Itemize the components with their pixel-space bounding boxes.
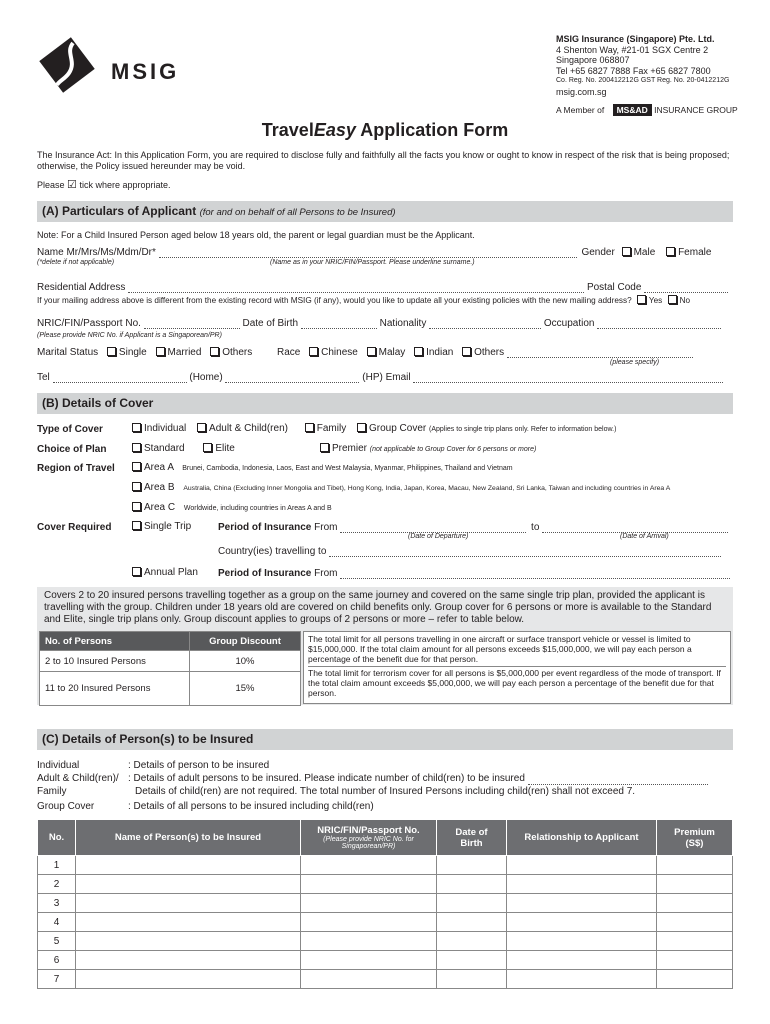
table-row: 2: [38, 875, 733, 894]
table-row: 2 to 10 Insured Persons 10%: [40, 651, 301, 672]
limit-transport: The total limit for all persons travelling in one aircraft or surface transport vehicle or vessel is limited to $15,000,000. If the total claim amount for all persons exceeds $15,000,000, we will pay each person a percentage of the benefit due for that person.: [308, 634, 692, 664]
occupation-field[interactable]: [597, 319, 721, 329]
col-nric: NRIC/FIN/Passport No. (Please provide NRIC No. for Singaporean/PR): [301, 820, 437, 856]
family-label: Family: [37, 786, 67, 797]
area-c-desc: Worldwide, including countries in Areas A and B: [183, 505, 332, 512]
period-label: Period of Insurance: [218, 522, 312, 533]
malay-checkbox[interactable]: [367, 347, 376, 356]
section-a-header: (A) Particulars of Applicant (for and on behalf of all Persons to be Insured): [37, 201, 733, 222]
table-row: 3: [38, 894, 733, 913]
group-badge: MS&AD: [613, 104, 652, 116]
col-no: No.: [38, 820, 76, 856]
choice-of-plan-label: Choice of Plan: [37, 444, 107, 455]
home-label: (Home): [189, 372, 223, 383]
table-row: 5: [38, 932, 733, 951]
group-cover-checkbox[interactable]: [357, 423, 366, 432]
race-others-checkbox[interactable]: [462, 347, 471, 356]
tick-instruction: Please ☑ tick where appropriate.: [37, 179, 171, 191]
name-note: (Name as in your NRIC/FIN/Passport. Please underline surname.): [270, 259, 475, 266]
phone-line: Tel +65 6827 7888 Fax +65 6827 7800: [556, 65, 711, 76]
member-line: [556, 104, 738, 116]
msig-logo-icon: [37, 35, 107, 95]
child-note: Note: For a Child Insured Person aged below 18 years old, the parent or legal guardian must be the Applicant.: [37, 230, 475, 240]
group-cover-note: (Applies to single trip plans only. Refer to information below.): [429, 426, 617, 433]
address-line-1: 4 Shenton Way, #21-01 SGX Centre 2: [556, 44, 709, 55]
email-label: Email: [385, 372, 411, 383]
postal-field[interactable]: [644, 283, 728, 293]
area-b-checkbox[interactable]: [132, 482, 141, 491]
tel-hp-field[interactable]: [225, 373, 359, 383]
elite-checkbox[interactable]: [203, 443, 212, 452]
gender-label: Gender: [581, 247, 615, 258]
insurance-act-text: The Insurance Act: In this Application Form, you are required to disclose fully and faithfully all the facts you know or ought to know in respect of the risk that is being proposed; otherwise, the Policy issued hereunder may be void.: [37, 150, 730, 171]
individual-checkbox[interactable]: [132, 423, 141, 432]
countries-label: Country(ies) travelling to: [218, 546, 327, 557]
postal-label: Postal Code: [586, 282, 642, 293]
child-count-field[interactable]: [528, 775, 708, 785]
col-discount: Group Discount: [190, 632, 301, 651]
website[interactable]: msig.com.sg: [556, 86, 607, 97]
residential-field[interactable]: [128, 283, 584, 293]
table-row: 4: [38, 913, 733, 932]
area-b-desc: Australia, China (Excluding Inner Mongolia and Tibet), Hong Kong, India, Japan, Korea, Macau, New Zealand, Sri Lanka, Taiwan and including countries in Area A: [183, 485, 671, 492]
nationality-field[interactable]: [429, 319, 541, 329]
col-premium: Premium (S$): [657, 820, 733, 856]
premier-checkbox[interactable]: [320, 443, 329, 452]
hp-label: (HP): [362, 372, 383, 383]
nric-label: NRIC/FIN/Passport No.: [37, 318, 141, 329]
family-checkbox[interactable]: [305, 423, 314, 432]
departure-note: (Date of Departure): [408, 533, 469, 540]
address-line-2: Singapore 068807: [556, 55, 630, 65]
table-row: 11 to 20 Insured Persons 15%: [40, 672, 301, 706]
married-checkbox[interactable]: [156, 347, 165, 356]
form-title: TravelEasy Application Form: [261, 120, 509, 140]
area-a-checkbox[interactable]: [132, 462, 141, 471]
adult-desc: : Details of adult persons to be insured. Please indicate number of child(ren) to be insured: [128, 773, 525, 784]
tel-label: Tel: [37, 372, 50, 383]
single-trip-checkbox[interactable]: [132, 521, 141, 530]
area-c-checkbox[interactable]: [132, 502, 141, 511]
group-discount-table: [39, 631, 301, 706]
arrival-date-field[interactable]: [542, 523, 728, 533]
cover-required-label: Cover Required: [37, 522, 112, 533]
indian-checkbox[interactable]: [414, 347, 423, 356]
region-label: Region of Travel: [37, 463, 115, 474]
limit-terrorism: The total limit for terrorism cover for all persons is $5,000,000 per event regardless of the mode of transport. If the total claim amount exceeds $5,000,000, we will pay each person a percentage of the benefit due for that person.: [308, 666, 726, 698]
section-b-header: (B) Details of Cover: [37, 393, 733, 414]
mailing-no-checkbox[interactable]: [668, 295, 677, 304]
logo-text: MSIG: [111, 59, 180, 84]
departure-date-field[interactable]: [340, 523, 526, 533]
mailing-yes-checkbox[interactable]: [637, 295, 646, 304]
family-desc: Details of child(ren) are not required. The total number of Insured Persons including child(ren) shall not exceed 7.: [135, 786, 636, 797]
male-checkbox[interactable]: [622, 247, 631, 256]
company-block: [556, 34, 729, 97]
race-label: Race: [277, 347, 301, 358]
area-a-desc: Brunei, Cambodia, Indonesia, Laos, East and West Malaysia, Myanmar, Philippines, Thailand and Vietnam: [182, 465, 513, 472]
registration-line: Co. Reg. No. 200412212G GST Reg. No. 20-0412212G: [556, 77, 730, 84]
dob-label: Date of Birth: [242, 318, 299, 329]
persons-table: [37, 819, 733, 989]
nric-field[interactable]: [144, 319, 240, 329]
adult-label: Adult & Child(ren)/: [37, 773, 119, 784]
table-row: 1: [38, 856, 733, 875]
company-name: MSIG Insurance (Singapore) Pte. Ltd.: [556, 34, 715, 44]
occupation-label: Occupation: [543, 318, 595, 329]
single-checkbox[interactable]: [107, 347, 116, 356]
female-checkbox[interactable]: [666, 247, 675, 256]
mailing-question: If your mailing address above is different from the existing record with MSIG (if any), would you like to update all your existing policies with the new mailing address?: [37, 296, 632, 305]
email-field[interactable]: [413, 373, 723, 383]
table-row: 6: [38, 951, 733, 970]
group-cover-text: Covers 2 to 20 insured persons travelling together as a group on the same journey and covered on the same single trip plan, provided the applicant is travelling with the group. Children under 18 years old are covered on child benefits only. Group cover for 6 persons or more is available to the Standard and Elite, single trip plans only. Group discount applies to groups of 2 persons or more – refer to table below.: [44, 590, 712, 625]
col-name: Name of Person(s) to be Insured: [76, 820, 301, 856]
group-desc: : Details of all persons to be insured including child(ren): [128, 801, 374, 812]
tel-home-field[interactable]: [53, 373, 187, 383]
countries-field[interactable]: [329, 547, 721, 557]
annual-period-label: Period of Insurance: [218, 568, 312, 579]
member-of: A Member of: [556, 105, 605, 115]
individual-desc: : Details of person to be insured: [128, 760, 270, 771]
type-of-cover-label: Type of Cover: [37, 424, 103, 435]
standard-checkbox[interactable]: [132, 443, 141, 452]
delete-note: (*delete if not applicable): [37, 259, 115, 266]
chinese-checkbox[interactable]: [309, 347, 318, 356]
col-dob: Date of Birth: [437, 820, 507, 856]
marital-label: Marital Status: [37, 347, 99, 358]
annual-from-field[interactable]: [340, 569, 730, 579]
to-label: to: [531, 522, 540, 533]
nric-note: (Please provide NRIC No. if Applicant is a Singaporean/PR): [37, 332, 222, 339]
specify-note: (please specify): [610, 359, 660, 366]
annual-plan-checkbox[interactable]: [132, 567, 141, 576]
residential-label: Residential Address: [37, 282, 126, 293]
msig-logo: [37, 35, 197, 95]
limits-box: [303, 631, 731, 704]
race-others-field[interactable]: [507, 348, 693, 358]
marital-others-checkbox[interactable]: [210, 347, 219, 356]
group-name: INSURANCE GROUP: [654, 105, 738, 115]
tick-icon: ☑: [67, 179, 77, 191]
section-c-header: (C) Details of Person(s) to be Insured: [37, 729, 733, 750]
nationality-label: Nationality: [379, 318, 427, 329]
table-row: 7: [38, 970, 733, 989]
individual-label: Individual: [37, 760, 80, 771]
arrival-note: (Date of Arrival): [620, 533, 669, 540]
premier-note: (not applicable to Group Cover for 6 persons or more): [369, 446, 537, 453]
adult-child-checkbox[interactable]: [197, 423, 206, 432]
name-label: Name Mr/Mrs/Ms/Mdm/Dr*: [37, 247, 156, 258]
col-relationship: Relationship to Applicant: [507, 820, 657, 856]
col-persons: No. of Persons: [40, 632, 190, 651]
name-field[interactable]: [159, 248, 577, 258]
dob-field[interactable]: [301, 319, 377, 329]
group-label: Group Cover: [37, 801, 95, 812]
